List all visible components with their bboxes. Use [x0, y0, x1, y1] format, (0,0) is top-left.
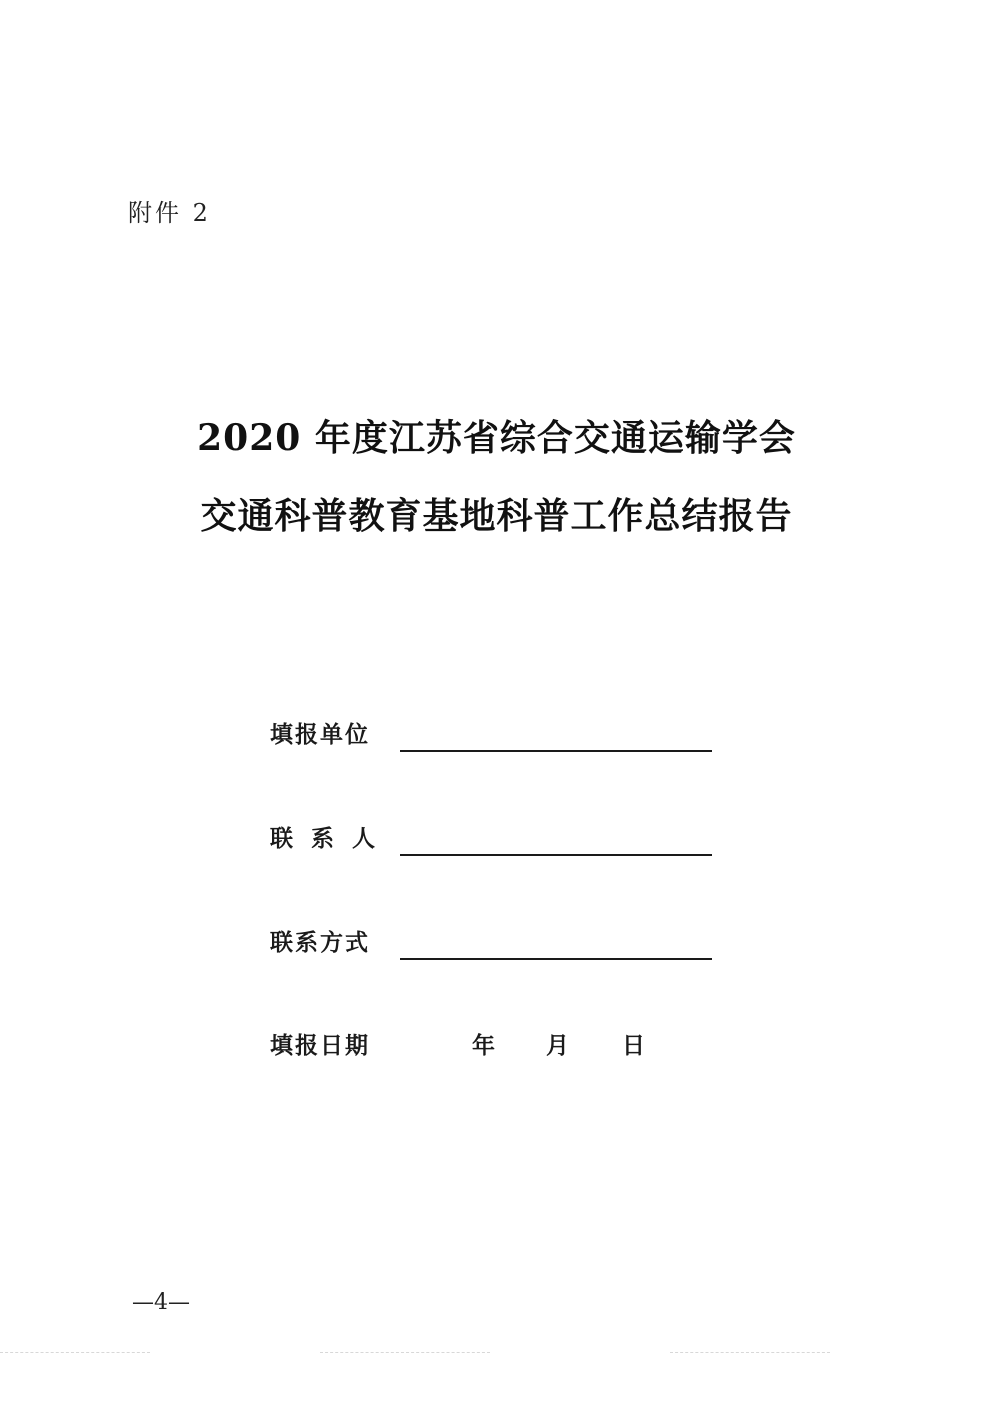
date-label: 填报日期: [270, 1033, 370, 1059]
unit-field-line[interactable]: [400, 750, 712, 752]
page-number: —4—: [132, 1290, 190, 1315]
form-row-contact: [270, 820, 730, 860]
form-row-date: [270, 1027, 730, 1067]
date-year-label: 年: [472, 1033, 495, 1059]
attachment-label: 附件 2: [128, 199, 211, 227]
document-title-line-2: 交通科普教育基地科普工作总结报告: [200, 495, 793, 537]
phone-field-line[interactable]: [400, 958, 712, 960]
scan-artifact-line: [320, 1352, 490, 1353]
contact-field-line[interactable]: [400, 854, 712, 856]
date-day-label: 日: [622, 1033, 645, 1059]
unit-label: 填报单位: [270, 722, 370, 748]
scan-artifact-line: [0, 1352, 150, 1353]
contact-label: 联系人: [270, 826, 393, 852]
form-row-unit: [270, 716, 730, 756]
date-month-label: 月: [546, 1033, 569, 1059]
scan-artifact-line: [670, 1352, 830, 1353]
form-row-phone: [270, 924, 730, 964]
phone-label: 联系方式: [270, 930, 370, 956]
document-title-line-1: 2020 年度江苏省综合交通运输学会: [197, 417, 796, 459]
